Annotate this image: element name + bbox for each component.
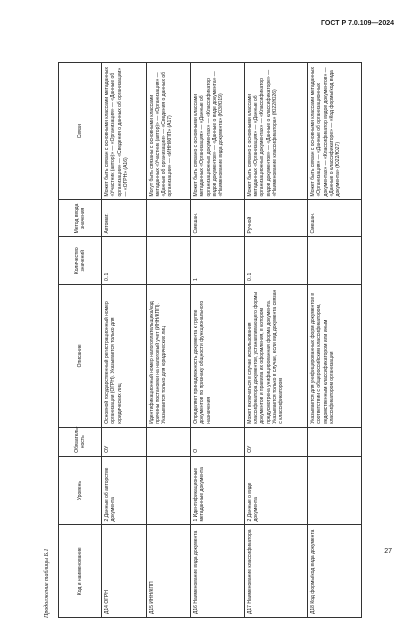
column-header: Обязатель-ность xyxy=(59,427,102,456)
cell-method: Смешан. xyxy=(308,200,362,237)
cell-description: Может включаться в случае использования классификатора документов, устанавливающего формы документов и правила их оформления, в котором предусмотрена унифицированная форма документа. Указывается только в случае, если вид документа связан с классификатором xyxy=(244,285,307,428)
cell-obligation xyxy=(146,427,191,456)
cell-description: Основной государственный регистрационный номер организации (ОГРН). Указывается только для юридических лиц xyxy=(102,285,147,428)
cell-method: Автомат. xyxy=(102,200,147,237)
table-header-row xyxy=(59,63,102,618)
cell-obligation: ОУ xyxy=(102,427,147,456)
table-row xyxy=(191,63,245,618)
page-number: 27 xyxy=(384,548,392,555)
column-header: Код и наименование xyxy=(59,525,102,618)
cell-method xyxy=(146,200,191,237)
cell-obligation xyxy=(308,427,362,456)
column-header: Описание xyxy=(59,285,102,428)
cell-description: Идентификационный номер налогоплательщика/код причины постановки на налоговый учет (ИНН/КПП). Указывается только для юридических лиц xyxy=(146,285,191,428)
column-header: Уровень xyxy=(59,456,102,525)
column-header: Связи xyxy=(59,63,102,200)
cell-count: 0..1 xyxy=(102,237,147,285)
cell-description: Указывается для унифицированных форм документов в соответствии с общероссийским классификатором, ведомственным классификатором или иным классификатором организации xyxy=(308,285,362,428)
cell-links: Может быть связан с основными классами метаданных «Организация» — «Данные об организационных документах» — «Классификатор видов документов» — «Данные о классификаторе» — «Код формы/код вида документа» (Ю22/Ю27) xyxy=(308,63,362,200)
cell-level: 2 Данные об авторстве документа xyxy=(102,456,147,525)
column-header: Метод ввода значения xyxy=(59,200,102,237)
table-row xyxy=(146,63,191,618)
cell-links: Может быть связано с основными классами метаданных «Организация» — «Данные об организационных документах» — «Классификатор видов документов» — «Данные о классификаторе» — «Наименование классификатора» (Ю22/Ю26) xyxy=(244,63,307,200)
cell-level xyxy=(146,456,191,525)
cell-method: Смешан. xyxy=(191,200,245,237)
rotated-table-container xyxy=(44,62,362,618)
cell-count: 1 xyxy=(191,237,245,285)
cell-description: Определяет принадлежность документа к группе документов по признаку общности функционального назначения xyxy=(191,285,245,428)
standard-header: ГОСТ Р 7.0.109—2024 xyxy=(321,20,394,27)
cell-count: 0..1 xyxy=(244,237,307,285)
continuation-label: Продолжение таблицы Б.1 xyxy=(44,548,50,618)
cell-obligation: О xyxy=(191,427,245,456)
cell-obligation: ОУ xyxy=(244,427,307,456)
cell-code: Д15 ИНН/КПП xyxy=(146,525,191,618)
cell-links: Может быть связан с основными классами метаданных «Участник (автор)» — «Организация» — «Данные об организации» — «Сведения о данных об организации» — «ОГРН» (А16) xyxy=(102,63,147,200)
cell-code: Д16 Наименование вида документа xyxy=(191,525,245,618)
cell-level xyxy=(308,456,362,525)
cell-count xyxy=(308,237,362,285)
cell-method: Ручной xyxy=(244,200,307,237)
column-header: Количество значений xyxy=(59,237,102,285)
cell-level: 1 Идентификационные метаданные документа xyxy=(191,456,245,525)
table-row xyxy=(244,63,307,618)
cell-count xyxy=(146,237,191,285)
metadata-table xyxy=(58,62,362,618)
cell-links: Могут быть связаны с основными классами метаданных «Участник (автор)» — «Организация» — «Данные об организации» — «Сведения о данных об организации» — «ИНН/КПП» (А17) xyxy=(146,63,191,200)
table-row xyxy=(308,63,362,618)
table-row xyxy=(102,63,147,618)
cell-code: Д18 Код формы/код вида документа xyxy=(308,525,362,618)
cell-code: Д14 ОГРН xyxy=(102,525,147,618)
cell-links: Может быть связано с основными классами метаданных «Организация» — «Данные об организационных документах» — «Классификатор видов документов» — «Данные о виде документа» — «Наименование вида документа» (Ю3/Ю19) xyxy=(191,63,245,200)
cell-level: 2 Данные о виде документа xyxy=(244,456,307,525)
cell-code: Д17 Наименование классификатора xyxy=(244,525,307,618)
